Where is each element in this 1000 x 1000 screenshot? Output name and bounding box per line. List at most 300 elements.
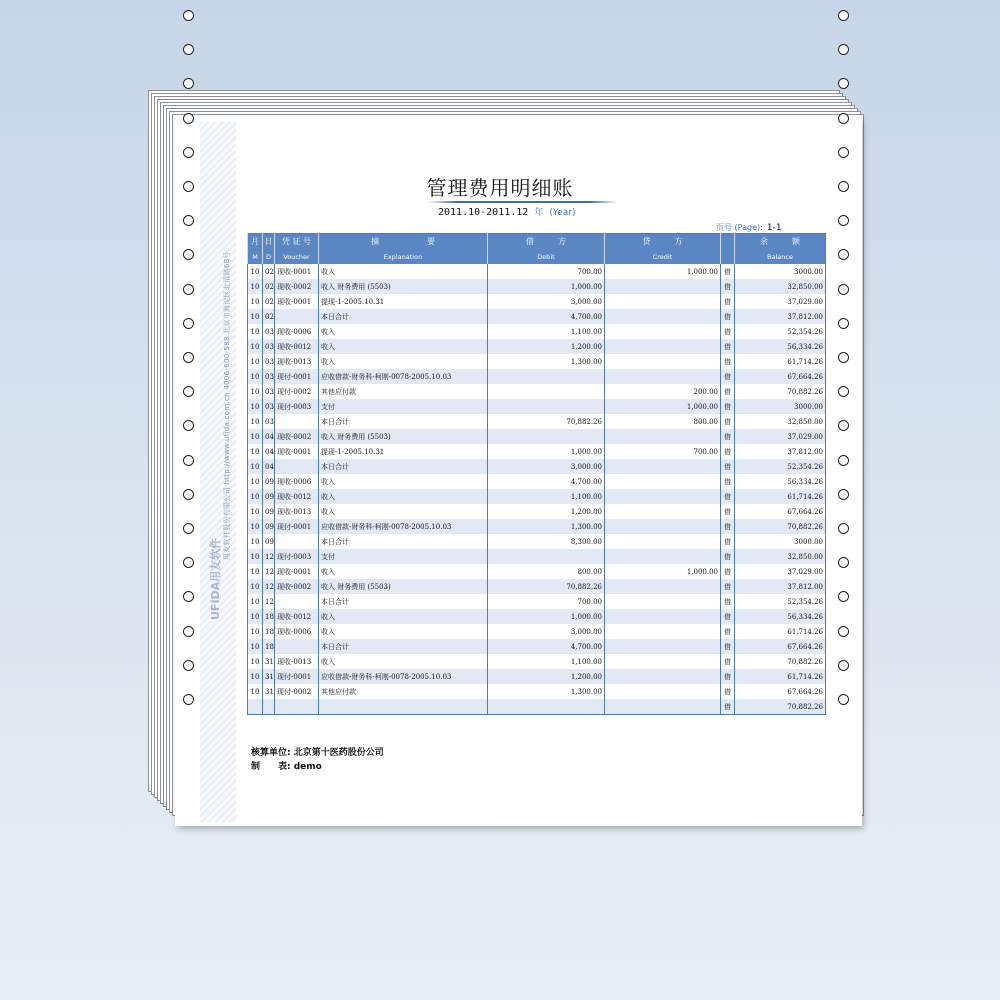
row-debit: 4,700.00 (488, 309, 605, 324)
row-month: 10 (248, 519, 263, 534)
row-voucher: 现收-0002 (275, 579, 319, 594)
row-balance: 37,812.00 (735, 309, 826, 324)
subheader-direction (721, 249, 735, 264)
row-day: 02 (263, 294, 275, 309)
row-day: 04 (263, 444, 275, 459)
header-direction (721, 234, 735, 250)
row-credit (605, 699, 721, 715)
row-balance: 52,354.26 (735, 594, 826, 609)
row-credit (605, 654, 721, 669)
footer-maker: 制 表: demo (251, 762, 322, 772)
title-underline (428, 201, 618, 203)
row-debit (488, 699, 605, 715)
table-row (248, 669, 826, 684)
row-voucher: 现付-0002 (275, 684, 319, 699)
row-direction: 借 (721, 294, 735, 309)
row-credit: 700.00 (605, 444, 721, 459)
row-voucher: 现付-0001 (275, 519, 319, 534)
row-explanation: 本日合计 (319, 414, 488, 429)
header-debit (488, 234, 605, 250)
row-direction: 借 (721, 339, 735, 354)
row-debit: 700.00 (488, 594, 605, 609)
row-balance: 61,714.26 (735, 624, 826, 639)
row-debit: 1,000.00 (488, 279, 605, 294)
row-voucher: 现付-0001 (275, 369, 319, 384)
row-debit: 1,300.00 (488, 354, 605, 369)
row-month: 10 (248, 324, 263, 339)
table-row (248, 339, 826, 354)
row-voucher: 现收-0012 (275, 489, 319, 504)
row-debit: 70,882.26 (488, 579, 605, 594)
row-voucher: 现付-0002 (275, 384, 319, 399)
header-balance-right: 额 (792, 237, 800, 246)
row-balance: 37,029.00 (735, 294, 826, 309)
row-direction: 借 (721, 639, 735, 654)
row-explanation: 其他应付款 (319, 384, 488, 399)
row-voucher (275, 594, 319, 609)
row-day: 12 (263, 594, 275, 609)
row-voucher (275, 414, 319, 429)
feed-hole (838, 10, 849, 21)
row-direction: 借 (721, 669, 735, 684)
feed-hole (183, 10, 194, 21)
row-credit (605, 549, 721, 564)
right-feed-holes (838, 0, 854, 1000)
subheader-day: D (263, 249, 275, 264)
subheader-balance: Balance (735, 249, 826, 264)
row-direction: 借 (721, 579, 735, 594)
row-day: 03 (263, 384, 275, 399)
row-debit: 70,882.26 (488, 414, 605, 429)
row-day: 02 (263, 309, 275, 324)
row-direction: 借 (721, 594, 735, 609)
row-day: 03 (263, 414, 275, 429)
row-day: 31 (263, 654, 275, 669)
feed-hole (183, 352, 194, 363)
row-day: 03 (263, 369, 275, 384)
row-month: 10 (248, 444, 263, 459)
row-balance: 61,714.26 (735, 489, 826, 504)
feed-hole (183, 78, 194, 89)
row-month: 10 (248, 384, 263, 399)
row-day: 03 (263, 339, 275, 354)
row-explanation: 本日合计 (319, 534, 488, 549)
table-row (248, 549, 826, 564)
table-row (248, 699, 826, 715)
row-voucher: 现收-0001 (275, 264, 319, 279)
table-row (248, 564, 826, 579)
feed-hole (183, 113, 194, 124)
row-voucher (275, 534, 319, 549)
row-debit (488, 549, 605, 564)
row-direction: 借 (721, 549, 735, 564)
row-day: 09 (263, 489, 275, 504)
feed-hole (183, 626, 194, 637)
page-number-value: 1-1 (766, 223, 782, 233)
row-month: 10 (248, 279, 263, 294)
row-credit (605, 429, 721, 444)
row-voucher: 现收-0012 (275, 339, 319, 354)
row-balance: 3000.00 (735, 399, 826, 414)
row-debit: 1,000.00 (488, 609, 605, 624)
row-day: 02 (263, 279, 275, 294)
row-direction: 借 (721, 684, 735, 699)
feed-hole (838, 147, 849, 158)
header-day: 日 (263, 234, 275, 250)
row-voucher: 现收-0001 (275, 564, 319, 579)
row-voucher: 现收-0012 (275, 609, 319, 624)
feed-hole (838, 386, 849, 397)
table-row (248, 264, 826, 279)
row-direction: 借 (721, 264, 735, 279)
row-day: 02 (263, 264, 275, 279)
row-debit (488, 429, 605, 444)
row-month: 10 (248, 339, 263, 354)
row-debit (488, 384, 605, 399)
table-row (248, 384, 826, 399)
row-month: 10 (248, 684, 263, 699)
row-month: 10 (248, 624, 263, 639)
row-credit (605, 279, 721, 294)
feed-hole (838, 284, 849, 295)
table-row (248, 444, 826, 459)
row-voucher (275, 699, 319, 715)
row-credit (605, 459, 721, 474)
header-credit-left: 贷 (642, 237, 651, 246)
row-voucher: 现收-0013 (275, 654, 319, 669)
row-explanation (319, 699, 488, 715)
row-debit: 1,200.00 (488, 504, 605, 519)
year-label-en: (Year) (549, 208, 576, 218)
year-label: 年 (534, 208, 544, 218)
row-explanation: 收入 财务费用 (5503) (319, 279, 488, 294)
feed-hole (838, 215, 849, 226)
feed-hole (183, 694, 194, 705)
row-credit (605, 489, 721, 504)
feed-hole (183, 44, 194, 55)
feed-hole (183, 249, 194, 260)
row-credit (605, 624, 721, 639)
row-balance: 3000.00 (735, 264, 826, 279)
period (438, 205, 575, 218)
row-month: 10 (248, 399, 263, 414)
row-direction: 借 (721, 324, 735, 339)
period-range: 2011.10-2011.12 (438, 207, 529, 218)
header-debit-right: 方 (558, 237, 566, 246)
feed-hole (183, 420, 194, 431)
row-month: 10 (248, 414, 263, 429)
row-direction: 借 (721, 384, 735, 399)
row-voucher: 现付-0001 (275, 669, 319, 684)
row-explanation: 本日合计 (319, 309, 488, 324)
row-credit (605, 609, 721, 624)
row-explanation: 收入 (319, 609, 488, 624)
row-month (248, 699, 263, 715)
table-row (248, 504, 826, 519)
row-month: 10 (248, 564, 263, 579)
feed-hole (838, 660, 849, 671)
row-day: 04 (263, 429, 275, 444)
row-direction: 借 (721, 699, 735, 715)
row-month: 10 (248, 369, 263, 384)
row-month: 10 (248, 354, 263, 369)
feed-hole (838, 523, 849, 534)
row-balance: 67,664.26 (735, 639, 826, 654)
row-explanation: 提现-1-2005.10.31 (319, 444, 488, 459)
row-debit: 1,000.00 (488, 444, 605, 459)
subheader-credit: Credit (605, 249, 721, 264)
row-voucher (275, 309, 319, 324)
row-voucher: 现收-0006 (275, 624, 319, 639)
row-voucher: 现收-0006 (275, 324, 319, 339)
row-month: 10 (248, 639, 263, 654)
table-row (248, 489, 826, 504)
row-explanation: 收入 (319, 264, 488, 279)
feed-hole (838, 249, 849, 260)
row-day: 09 (263, 504, 275, 519)
row-debit: 4,700.00 (488, 474, 605, 489)
row-explanation: 收入 (319, 654, 488, 669)
row-balance: 67,664.26 (735, 369, 826, 384)
row-explanation: 本日合计 (319, 459, 488, 474)
header-balance-left: 余 (760, 237, 768, 246)
row-credit (605, 519, 721, 534)
row-direction: 借 (721, 279, 735, 294)
row-debit: 1,100.00 (488, 324, 605, 339)
row-explanation: 提现-1-2005.10.31 (319, 294, 488, 309)
row-month: 10 (248, 459, 263, 474)
page-number (716, 222, 782, 233)
row-direction: 借 (721, 504, 735, 519)
row-balance: 61,714.26 (735, 669, 826, 684)
row-explanation: 本日合计 (319, 639, 488, 654)
subheader-debit: Debit (488, 249, 605, 264)
row-balance: 37,029.00 (735, 564, 826, 579)
row-balance: 56,334.26 (735, 339, 826, 354)
row-day: 31 (263, 669, 275, 684)
row-explanation: 收入 (319, 324, 488, 339)
header-voucher: 凭 证 号 (275, 234, 319, 250)
feed-hole (838, 489, 849, 500)
row-voucher (275, 639, 319, 654)
row-month: 10 (248, 504, 263, 519)
header-month: 月 (248, 234, 263, 250)
side-text: 用友软件股份有限公司 http://www.ufida.com.cn 4006-600-588 北京市海淀区北清路68号 (223, 251, 231, 560)
row-direction: 借 (721, 654, 735, 669)
row-credit: 1,000.00 (605, 399, 721, 414)
row-voucher: 现收-0006 (275, 474, 319, 489)
row-explanation: 应收借款-财务科-柯刚-0078-2005.10.03 (319, 669, 488, 684)
row-day: 03 (263, 324, 275, 339)
row-day: 03 (263, 399, 275, 414)
row-balance: 32,850.00 (735, 549, 826, 564)
row-month: 10 (248, 594, 263, 609)
row-explanation: 收入 (319, 354, 488, 369)
row-balance: 52,354.26 (735, 459, 826, 474)
row-balance: 70,882.26 (735, 654, 826, 669)
row-balance: 70,882.26 (735, 384, 826, 399)
feed-hole (183, 455, 194, 466)
row-balance: 70,882.26 (735, 699, 826, 715)
row-credit (605, 534, 721, 549)
table-row (248, 324, 826, 339)
table-row (248, 309, 826, 324)
row-direction: 借 (721, 519, 735, 534)
table-row (248, 639, 826, 654)
left-feed-holes (183, 0, 199, 1000)
feed-hole (183, 591, 194, 602)
row-explanation: 收入 财务费用 (5503) (319, 429, 488, 444)
feed-hole (183, 660, 194, 671)
row-credit: 800.00 (605, 414, 721, 429)
row-direction: 借 (721, 564, 735, 579)
row-direction: 借 (721, 414, 735, 429)
ledger-table (247, 233, 826, 715)
table-row (248, 474, 826, 489)
row-direction: 借 (721, 369, 735, 384)
row-direction: 借 (721, 399, 735, 414)
row-debit: 1,100.00 (488, 654, 605, 669)
row-explanation: 应收借款-财务科-柯刚-0078-2005.10.03 (319, 369, 488, 384)
row-voucher: 现收-0013 (275, 504, 319, 519)
row-direction: 借 (721, 624, 735, 639)
row-voucher (275, 459, 319, 474)
subheader-month: M (248, 249, 263, 264)
row-direction: 借 (721, 354, 735, 369)
row-month: 10 (248, 294, 263, 309)
row-day: 18 (263, 639, 275, 654)
row-debit: 3,000.00 (488, 624, 605, 639)
page-title: 管理费用明细账 (426, 176, 574, 200)
row-credit (605, 369, 721, 384)
row-debit: 4,700.00 (488, 639, 605, 654)
feed-hole (183, 147, 194, 158)
row-debit: 3,000.00 (488, 459, 605, 474)
row-voucher: 现收-0001 (275, 444, 319, 459)
row-balance: 67,664.26 (735, 684, 826, 699)
feed-hole (183, 489, 194, 500)
row-balance: 37,029.00 (735, 429, 826, 444)
table-row (248, 684, 826, 699)
row-month: 10 (248, 609, 263, 624)
row-credit: 200.00 (605, 384, 721, 399)
row-explanation: 收入 (319, 504, 488, 519)
row-debit (488, 369, 605, 384)
row-explanation: 本日合计 (319, 594, 488, 609)
header-balance (735, 234, 826, 250)
row-balance: 32,850.00 (735, 279, 826, 294)
table-row (248, 519, 826, 534)
row-day: 03 (263, 354, 275, 369)
row-month: 10 (248, 264, 263, 279)
table-row (248, 279, 826, 294)
row-direction: 借 (721, 609, 735, 624)
row-balance: 32,850.00 (735, 414, 826, 429)
row-explanation: 应收借款-财务科-柯刚-0078-2005.10.03 (319, 519, 488, 534)
feed-hole (838, 455, 849, 466)
row-day: 09 (263, 534, 275, 549)
row-credit (605, 354, 721, 369)
row-balance: 61,714.26 (735, 354, 826, 369)
row-credit (605, 339, 721, 354)
feed-hole (183, 318, 194, 329)
row-day: 12 (263, 579, 275, 594)
table-row (248, 399, 826, 414)
row-debit: 1,300.00 (488, 519, 605, 534)
row-debit: 800.00 (488, 564, 605, 579)
row-explanation: 收入 (319, 339, 488, 354)
row-debit (488, 399, 605, 414)
row-direction: 借 (721, 459, 735, 474)
row-day: 04 (263, 459, 275, 474)
row-voucher: 现付-0003 (275, 549, 319, 564)
row-explanation: 收入 (319, 624, 488, 639)
row-month: 10 (248, 474, 263, 489)
feed-hole (838, 44, 849, 55)
feed-hole (838, 352, 849, 363)
table-row (248, 624, 826, 639)
feed-hole (183, 284, 194, 295)
feed-hole (183, 386, 194, 397)
row-credit (605, 294, 721, 309)
row-credit (605, 594, 721, 609)
table-row (248, 294, 826, 309)
row-balance: 37,812.00 (735, 579, 826, 594)
row-month: 10 (248, 534, 263, 549)
row-debit: 1,300.00 (488, 684, 605, 699)
row-balance: 70,882.26 (735, 519, 826, 534)
row-day: 12 (263, 549, 275, 564)
row-day: 31 (263, 684, 275, 699)
row-explanation: 收入 财务费用 (5503) (319, 579, 488, 594)
row-explanation: 其他应付款 (319, 684, 488, 699)
table-row (248, 579, 826, 594)
table-row (248, 609, 826, 624)
row-direction: 借 (721, 429, 735, 444)
header-summary-left: 摘 (371, 237, 379, 246)
row-credit (605, 669, 721, 684)
row-day (263, 699, 275, 715)
row-month: 10 (248, 654, 263, 669)
row-month: 10 (248, 489, 263, 504)
table-row (248, 369, 826, 384)
row-day: 12 (263, 564, 275, 579)
table-row (248, 459, 826, 474)
feed-hole (838, 420, 849, 431)
row-balance: 37,812.00 (735, 444, 826, 459)
header-summary-right: 要 (427, 237, 435, 246)
row-month: 10 (248, 579, 263, 594)
row-credit (605, 504, 721, 519)
side-logo: UFIDA用友软件 (209, 537, 222, 620)
feed-hole (838, 557, 849, 568)
table-row (248, 534, 826, 549)
row-credit (605, 639, 721, 654)
row-direction: 借 (721, 309, 735, 324)
row-voucher: 现收-0002 (275, 429, 319, 444)
row-credit: 1,000.00 (605, 564, 721, 579)
row-debit: 3,000.00 (488, 294, 605, 309)
row-direction: 借 (721, 489, 735, 504)
row-month: 10 (248, 309, 263, 324)
row-debit: 1,100.00 (488, 489, 605, 504)
row-debit: 8,300.00 (488, 534, 605, 549)
row-month: 10 (248, 429, 263, 444)
row-debit: 1,200.00 (488, 669, 605, 684)
row-month: 10 (248, 669, 263, 684)
feed-hole (183, 523, 194, 534)
row-voucher: 现收-0002 (275, 279, 319, 294)
